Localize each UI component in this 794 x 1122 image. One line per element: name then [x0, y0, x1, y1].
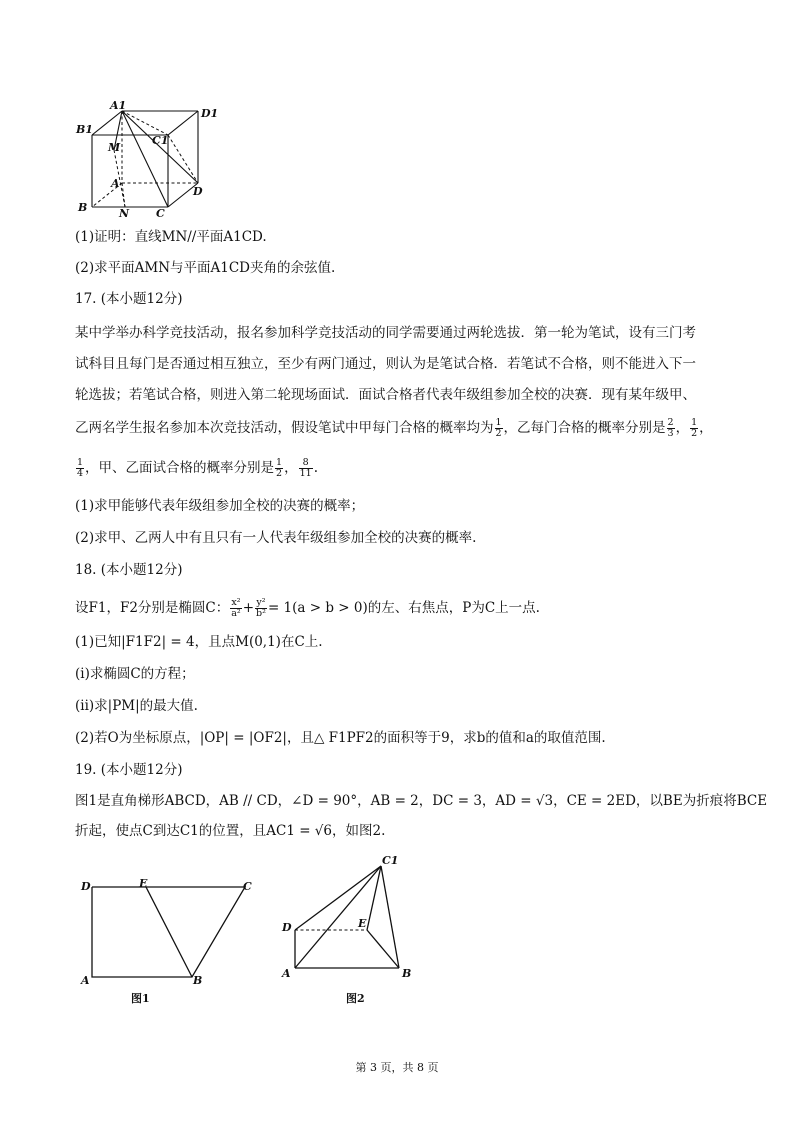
- fraction: $\frac{1}{4}$: [77, 457, 84, 479]
- page-footer: 第 3 页，共 8 页: [355, 1061, 439, 1074]
- label-d1: D1: [201, 107, 219, 120]
- q18-sub2: (ii)求|PM|的最大值.: [75, 698, 198, 714]
- q17-header: 17. (本小题12分): [75, 291, 183, 307]
- fraction: $\frac{\text{x²}}{\text{a²}}$: [231, 597, 241, 619]
- label-c1: C1: [152, 134, 169, 147]
- q19-p1: 图1是直角梯形ABCD，AB // CD，∠D = 90°，AB = 2，DC = 3，AD = √3，CE = 2ED，以BE为折痕将BCE: [75, 793, 768, 809]
- cube-figure: [70, 95, 220, 220]
- fig2-label-a: A: [282, 967, 291, 980]
- label-b1: B1: [76, 123, 93, 136]
- label-a1: A1: [110, 99, 127, 112]
- fig1-label-d: D: [81, 880, 91, 893]
- fig1-caption: 图1: [131, 992, 150, 1005]
- label-b: B: [78, 201, 88, 214]
- q17-part1: (1)求甲能够代表年级组参加全校的决赛的概率；: [75, 498, 365, 514]
- q17-p2: 试科目且每门是否通过相互独立，至少有两门通过，则认为是笔试合格．若笔试不合格，则不能进入下一: [75, 356, 696, 372]
- label-n: N: [119, 207, 130, 220]
- q16-part2: (2)求平面AMN与平面A1CD夹角的余弦值.: [75, 260, 336, 276]
- figure-1-trapezoid: [75, 870, 265, 1010]
- q18-header: 18. (本小题12分): [75, 562, 183, 578]
- q18-sub1: (i)求椭圆C的方程；: [75, 666, 195, 682]
- fig1-label-b: B: [193, 974, 203, 987]
- fraction: $\frac{\text{y²}}{\text{b²}}$: [256, 597, 266, 619]
- q19-p2: 折起，使点C到达C1的位置，且AC1 = √6，如图2.: [75, 823, 386, 839]
- fraction: $\frac{1}{2}$: [691, 417, 698, 439]
- fig1-label-e: E: [139, 877, 148, 890]
- fraction: $\frac{1}{2}$: [495, 417, 502, 439]
- q17-p1: 某中学举办科学竞技活动，报名参加科学竞技活动的同学需要通过两轮选拔．第一轮为笔试，设有三门考: [75, 325, 696, 341]
- label-d: D: [193, 185, 203, 198]
- fig1-label-a: A: [81, 974, 90, 987]
- q18-part1: (1)已知|F1F2| = 4，且点M(0,1)在C上.: [75, 634, 323, 650]
- fraction: $\frac{1}{2}$: [276, 457, 283, 479]
- fraction: $\frac{2}{3}$: [667, 417, 674, 439]
- figure-2-pyramid: [278, 850, 428, 1010]
- q18-part2: (2)若O为坐标原点，|OP| = |OF2|，且△ F1PF2的面积等于9，求b的值和a的取值范围.: [75, 730, 606, 746]
- fig1-label-c: C: [243, 880, 252, 893]
- q18-intro: 设F1，F2分别是椭圆C： $\frac{\text{x²}}{\text{a²}}$ + $\frac{\text{y²}}{\text{b²}}$ = 1(a > b > 0)的左、右焦点，P为C上一点.: [75, 597, 540, 619]
- fig2-caption: 图2: [346, 992, 365, 1005]
- fig2-label-d: D: [282, 921, 292, 934]
- fraction: $\frac{8}{11}$: [299, 457, 312, 479]
- q16-part1: (1)证明：直线MN//平面A1CD.: [75, 229, 267, 245]
- q17-part2: (2)求甲、乙两人中有且只有一人代表年级组参加全校的决赛的概率.: [75, 530, 477, 546]
- q17-p5: $\frac{1}{4}$ ，甲、乙面试合格的概率分别是 $\frac{1}{2}$ ， $\frac{8}{11}$ .: [77, 457, 318, 479]
- fig2-label-c1: C1: [382, 854, 399, 867]
- q17-p3: 轮选拔；若笔试合格，则进入第二轮现场面试．面试合格者代表年级组参加全校的决赛．现有某年级甲、: [75, 387, 696, 403]
- q19-header: 19. (本小题12分): [75, 762, 183, 778]
- label-m: M: [108, 141, 121, 154]
- label-a: A: [111, 177, 120, 190]
- q17-p4: 乙两名学生报名参加本次竞技活动，假设笔试中甲每门合格的概率均为 $\frac{1}{2}$ ，乙每门合格的概率分别是 $\frac{2}{3}$ ， $\frac{1}{2}$ ，: [75, 417, 713, 439]
- label-c: C: [156, 207, 165, 220]
- fig2-label-e: E: [358, 917, 367, 930]
- fig2-label-b: B: [402, 967, 412, 980]
